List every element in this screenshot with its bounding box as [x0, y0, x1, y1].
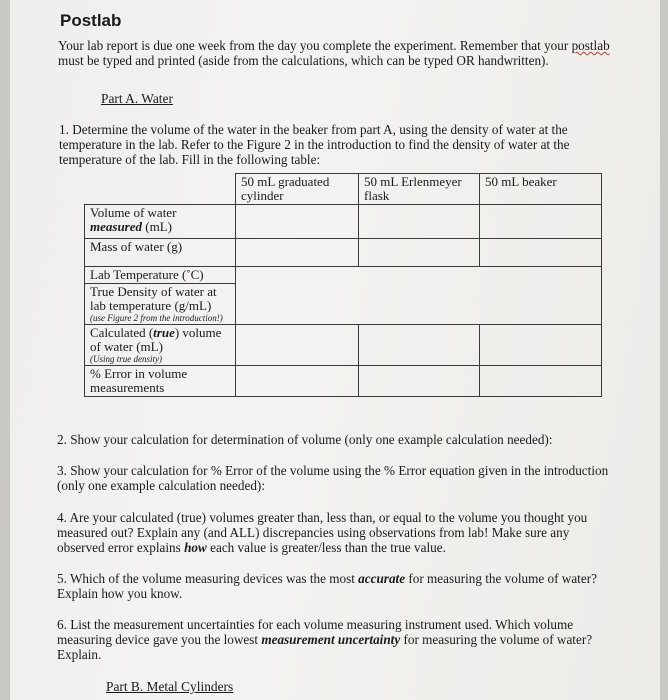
cell-volume-flask[interactable] — [359, 205, 480, 239]
question-6-emphasis: measurement uncertainty — [261, 632, 401, 647]
cell-volume-beaker[interactable] — [480, 205, 602, 239]
table-row — [85, 267, 602, 284]
cell-error-beaker[interactable] — [480, 366, 602, 397]
part-b-heading: Part B. Metal Cylinders — [106, 679, 234, 694]
cell-mass-beaker[interactable] — [480, 239, 602, 267]
cell-error-cylinder[interactable] — [236, 366, 359, 397]
question-4-emphasis: how — [184, 540, 207, 555]
calc-note: (Using true density) — [90, 354, 162, 364]
row-label-temperature: Lab Temperature (˚C) — [85, 267, 236, 284]
row-label-volume — [85, 205, 236, 239]
question-5-text: 5. Which of the volume measuring devices was the most — [57, 571, 359, 586]
calc-label-rest: ) volume of water (mL) — [90, 325, 222, 354]
question-5 — [57, 571, 617, 601]
intro-word-postlab: postlab — [571, 38, 610, 53]
row-label-density — [85, 284, 236, 325]
cell-mass-flask[interactable] — [359, 239, 480, 267]
cell-calc-beaker[interactable] — [480, 325, 602, 366]
col-header-graduated-cylinder: 50 mL graduated cylinder — [236, 174, 359, 205]
question-3: 3. Show your calculation for % Error of the volume using the % Error equation given in the introduction (only one example calculation needed): — [57, 463, 609, 493]
cell-mass-cylinder[interactable] — [236, 239, 359, 267]
intro-line1: Your lab report is due one week from the day you complete the experiment. Remember that your — [58, 38, 569, 53]
row-label-mass: Mass of water (g) — [85, 239, 236, 267]
intro-line2: must be typed and printed (aside from the calculations, which can be typed OR handwritten). — [58, 53, 549, 68]
calc-label-text: Calculated ( — [90, 325, 154, 340]
row-label-percent-error: % Error in volume measurements — [85, 366, 236, 397]
data-table — [84, 173, 602, 397]
cell-temperature[interactable] — [236, 267, 602, 325]
col-header-beaker: 50 mL beaker — [480, 174, 602, 205]
cell-calc-cylinder[interactable] — [236, 325, 359, 366]
cell-error-flask[interactable] — [359, 366, 480, 397]
density-note: (use Figure 2 from the introduction!) — [90, 313, 223, 323]
volume-label-emphasis: measured — [90, 219, 142, 234]
question-4-text: 4. Are your calculated (true) volumes greater than, less than, or equal to the volume you thought you measured out? Explain any (and ALL) discrepancies using observations from lab! Make sure any observed error explains — [57, 510, 588, 555]
question-6 — [57, 617, 617, 662]
question-6-rest: for measuring the volume of water? Explain. — [57, 632, 593, 662]
cell-volume-cylinder[interactable] — [236, 205, 359, 239]
table-row — [85, 239, 602, 267]
row-label-calculated-volume — [85, 325, 236, 366]
part-a-heading: Part A. Water — [101, 91, 173, 106]
question-5-rest: for measuring the volume of water? Explain how you know. — [57, 571, 597, 601]
intro-paragraph — [58, 38, 618, 68]
question-2: 2. Show your calculation for determination of volume (only one example calculation needed): — [57, 432, 553, 447]
table-header-row — [85, 174, 602, 205]
col-header-erlenmeyer: 50 mL Erlenmeyer flask — [359, 174, 480, 205]
table-row — [85, 205, 602, 239]
calc-label-emphasis: true — [153, 325, 175, 340]
cell-calc-flask[interactable] — [359, 325, 480, 366]
question-4 — [57, 510, 617, 555]
question-4-rest: each value is greater/less than the true value. — [206, 540, 446, 555]
volume-label-text: Volume of water — [90, 205, 177, 220]
question-5-emphasis: accurate — [358, 571, 406, 586]
table-corner — [85, 174, 236, 205]
table-row — [85, 366, 602, 397]
question-1: 1. Determine the volume of the water in the beaker from part A, using the density of water at the temperature in the lab. Refer to the Figure 2 in the introduction to find the density of water at the temperature of the lab. Fill in the following table: — [59, 122, 570, 167]
volume-label-unit: (mL) — [142, 219, 172, 234]
page-title: Postlab — [60, 11, 122, 30]
table-row — [85, 325, 602, 366]
question-6-text: 6. List the measurement uncertainties for each volume measuring instrument used. Which volume measuring device gave you the lowest — [57, 617, 574, 647]
density-label-text: True Density of water at lab temperature (g/mL) — [90, 284, 217, 313]
